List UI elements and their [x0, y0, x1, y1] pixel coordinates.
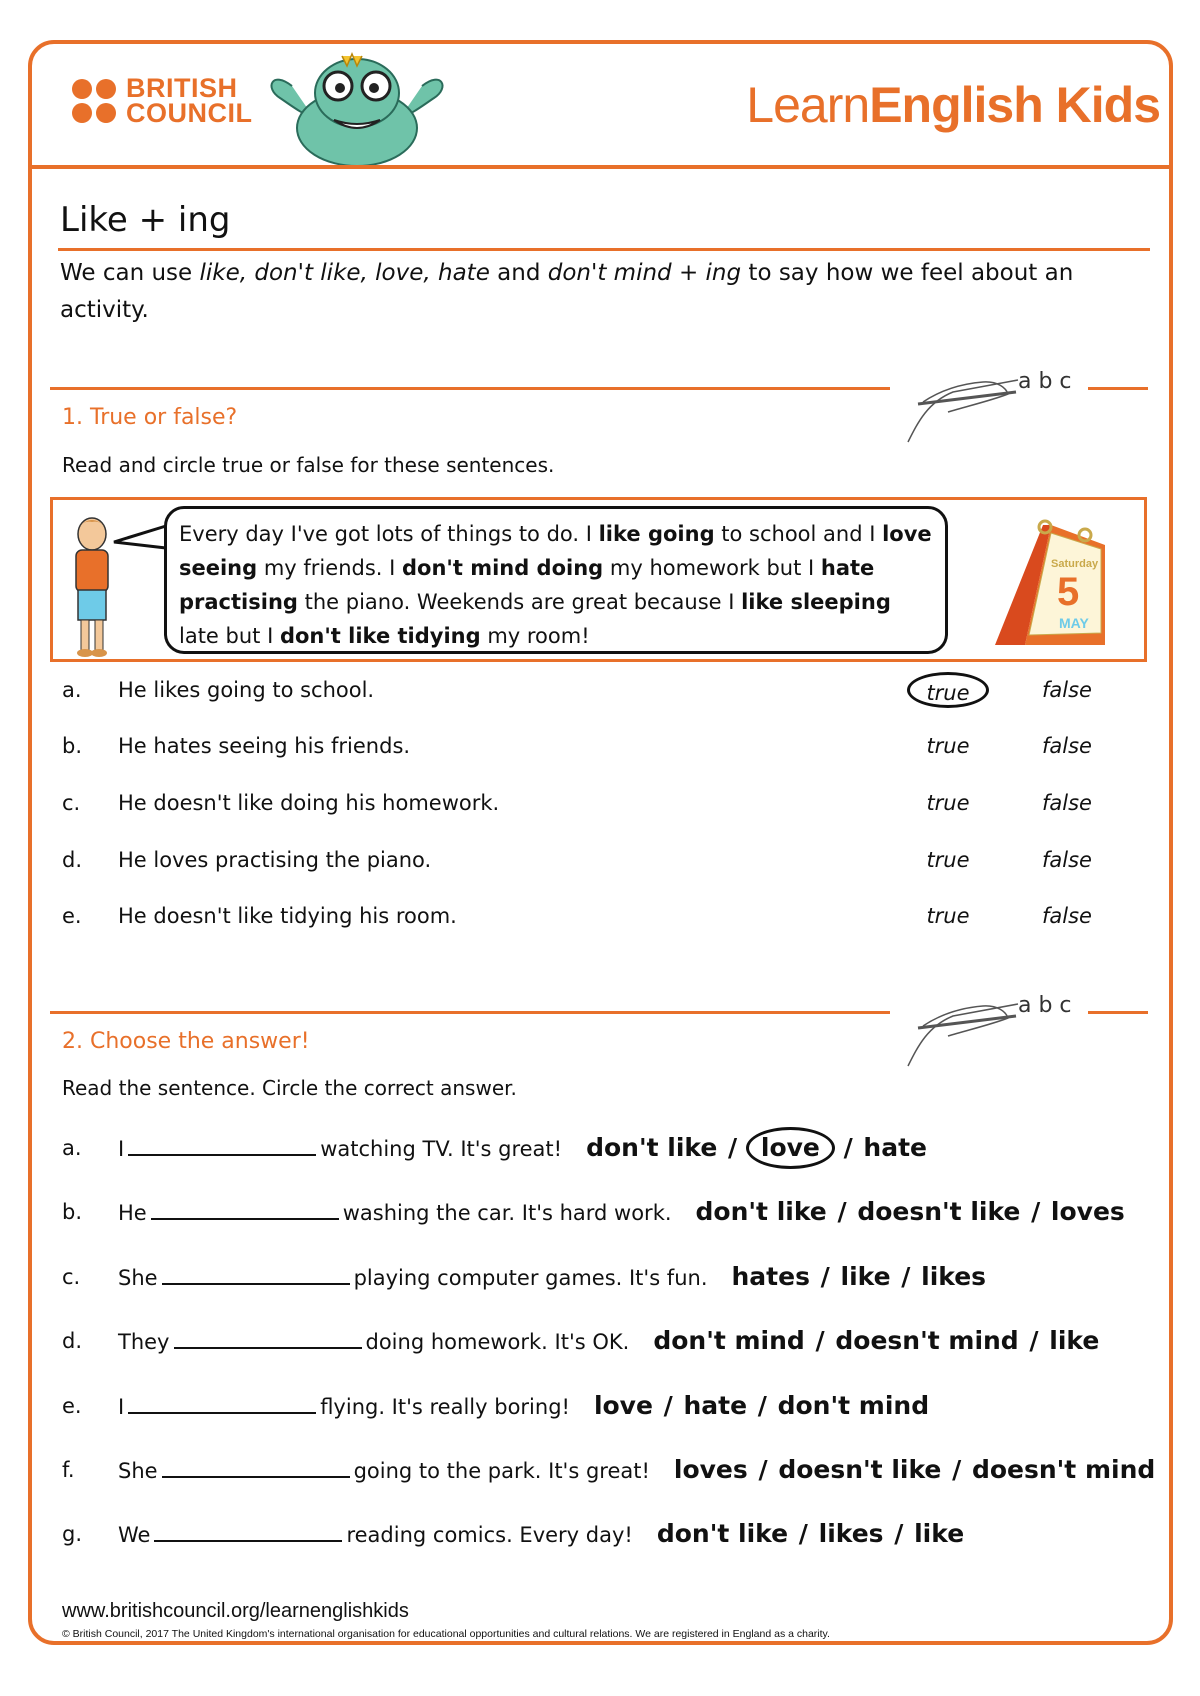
- svg-text:5: 5: [1057, 570, 1080, 614]
- true-false-row: [62, 896, 1142, 936]
- answer-option[interactable]: like: [1049, 1326, 1100, 1355]
- item-letter: a.: [62, 1136, 82, 1160]
- learnenglish-kids-logo[interactable]: [746, 76, 1160, 134]
- option-separator: /: [790, 1519, 817, 1548]
- answer-option[interactable]: likes: [921, 1262, 987, 1291]
- item-letter: a.: [62, 678, 82, 702]
- answer-option[interactable]: like: [914, 1519, 965, 1548]
- choose-answer-row: [62, 1190, 1152, 1234]
- option-true[interactable]: true: [926, 848, 970, 872]
- monster-mascot-icon: [262, 48, 452, 168]
- item-letter: e.: [62, 904, 82, 928]
- option-separator: /: [654, 1391, 682, 1420]
- answer-option[interactable]: don't like: [586, 1133, 718, 1162]
- answer-option[interactable]: doesn't mind: [835, 1326, 1019, 1355]
- story-highlight: like going: [598, 522, 715, 546]
- writing-hand-icon: [898, 986, 1088, 1076]
- option-false[interactable]: false: [1042, 791, 1092, 815]
- answer-option[interactable]: hates: [731, 1262, 810, 1291]
- section2-divider-right: [1088, 1011, 1148, 1014]
- option-separator: /: [892, 1262, 920, 1291]
- footer-url-link[interactable]: www.britishcouncil.org/learnenglishkids: [62, 1600, 409, 1622]
- item-sentence: flying. It's really boring!: [320, 1395, 570, 1419]
- choose-answer-row: [62, 1255, 1152, 1299]
- story-text: to school and I: [714, 522, 883, 546]
- logo-learn: Learn: [746, 77, 870, 133]
- section2-divider-left: [50, 1011, 890, 1014]
- option-separator: /: [719, 1133, 746, 1162]
- section1-title: 1. True or false?: [62, 405, 238, 430]
- answer-option[interactable]: don't mind: [653, 1326, 805, 1355]
- speech-bubble-tail: [112, 522, 172, 552]
- answer-option[interactable]: doesn't mind: [971, 1455, 1156, 1484]
- story-highlight: love seeing: [179, 522, 932, 580]
- answer-option[interactable]: don't mind: [777, 1391, 930, 1420]
- option-separator: /: [749, 1391, 776, 1420]
- option-true[interactable]: true: [926, 904, 970, 928]
- story-text: my friends. I: [257, 556, 402, 580]
- svg-text:MAY: MAY: [1059, 615, 1089, 631]
- section2-instruction: Read the sentence. Circle the correct answer.: [62, 1076, 517, 1100]
- british-council-logo[interactable]: [72, 73, 253, 128]
- answer-blank[interactable]: [128, 1128, 316, 1156]
- option-separator: /: [943, 1455, 970, 1484]
- choose-answer-row: [62, 1512, 1152, 1556]
- answer-blank[interactable]: [162, 1257, 350, 1285]
- choose-answer-row: [62, 1384, 1152, 1428]
- item-sentence: He hates seeing his friends.: [118, 734, 411, 758]
- choose-answer-row: [62, 1319, 1152, 1363]
- story-highlight: hate practising: [179, 556, 875, 614]
- intro-text: We can use like, don't like, love, hate and don't mind + ing to say how we feel about an activity.: [60, 260, 1074, 323]
- story-speech-bubble: [164, 506, 948, 654]
- item-sentence: washing the car. It's hard work.: [342, 1201, 672, 1225]
- story-highlight: don't mind doing: [402, 556, 604, 580]
- story-text: late but I: [179, 624, 280, 648]
- item-letter: d.: [62, 848, 83, 872]
- option-separator: /: [749, 1455, 777, 1484]
- true-false-row: [62, 783, 1142, 823]
- answer-option[interactable]: like: [840, 1262, 891, 1291]
- option-separator: /: [806, 1326, 834, 1355]
- answer-option[interactable]: don't like: [656, 1519, 789, 1548]
- option-separator: /: [1020, 1326, 1048, 1355]
- item-letter: d.: [62, 1329, 83, 1353]
- item-letter: b.: [62, 1200, 83, 1224]
- item-letter: e.: [62, 1394, 82, 1418]
- answer-options: [655, 1512, 966, 1556]
- answer-option[interactable]: hate: [863, 1133, 927, 1162]
- title-divider: [58, 248, 1150, 251]
- logo-line-2: COUNCIL: [126, 98, 253, 128]
- section1-divider-left: [50, 387, 890, 390]
- story-highlight: like sleeping: [741, 590, 891, 614]
- answer-blank[interactable]: [151, 1192, 339, 1220]
- item-sentence: going to the park. It's great!: [353, 1459, 650, 1483]
- item-sentence: He loves practising the piano.: [118, 848, 432, 872]
- answer-option[interactable]: don't like: [695, 1197, 827, 1226]
- item-sentence: playing computer games. It's fun.: [353, 1266, 708, 1290]
- writing-hand-icon: [898, 362, 1088, 452]
- answer-blank[interactable]: [154, 1514, 342, 1542]
- item-sentence: He doesn't like tidying his room.: [118, 904, 457, 928]
- answer-blank[interactable]: [128, 1386, 316, 1414]
- item-subject: I: [118, 1395, 125, 1419]
- choose-answer-row: [62, 1448, 1156, 1492]
- answer-option[interactable]: doesn't like: [778, 1455, 942, 1484]
- svg-text:a b c: a b c: [1018, 369, 1072, 394]
- svg-text:a b c: a b c: [1018, 993, 1072, 1018]
- answer-options: [672, 1448, 1157, 1492]
- story-text: my homework but I: [603, 556, 821, 580]
- item-sentence: reading comics. Every day!: [346, 1523, 633, 1547]
- true-false-row: [62, 726, 1142, 766]
- answer-blank[interactable]: [162, 1450, 350, 1478]
- option-true[interactable]: true: [907, 672, 989, 708]
- choose-answer-row: [62, 1126, 1152, 1170]
- item-subject: She: [118, 1459, 158, 1483]
- section1-divider-right: [1088, 387, 1148, 390]
- option-separator: /: [885, 1519, 913, 1548]
- svg-text:Saturday: Saturday: [1051, 558, 1099, 570]
- answer-option[interactable]: likes: [818, 1519, 884, 1548]
- option-false[interactable]: false: [1042, 734, 1092, 758]
- story-text: the piano. Weekends are great because I: [297, 590, 742, 614]
- answer-options: [592, 1384, 931, 1428]
- item-sentence: doing homework. It's OK.: [365, 1330, 630, 1354]
- option-false[interactable]: false: [1042, 848, 1092, 872]
- item-subject: They: [118, 1330, 170, 1354]
- answer-option[interactable]: loves: [673, 1455, 748, 1484]
- answer-option[interactable]: love: [746, 1127, 835, 1169]
- true-false-row: [62, 840, 1142, 880]
- section1-instruction: Read and circle true or false for these sentences.: [62, 453, 555, 477]
- logo-line-1: BRITISH: [126, 73, 238, 103]
- story-text: Every day I've got lots of things to do. I: [179, 522, 599, 546]
- section2-title: 2. Choose the answer!: [62, 1029, 310, 1054]
- item-letter: b.: [62, 734, 83, 758]
- british-council-dots-icon: [72, 79, 116, 123]
- footer-copyright: © British Council, 2017 The United Kingdom's international organisation for educational opportunities and cultural relations. We are registered in England as a charity.: [62, 1628, 830, 1640]
- item-subject: I: [118, 1137, 125, 1161]
- answer-option[interactable]: doesn't like: [857, 1197, 1021, 1226]
- item-sentence: He likes going to school.: [118, 678, 375, 702]
- option-separator: /: [1022, 1197, 1049, 1226]
- story-text: my room!: [480, 624, 590, 648]
- option-false[interactable]: false: [1042, 678, 1092, 702]
- item-letter: g.: [62, 1522, 83, 1546]
- item-subject: We: [118, 1523, 151, 1547]
- option-separator: /: [828, 1197, 856, 1226]
- answer-option[interactable]: loves: [1050, 1197, 1125, 1226]
- item-sentence: watching TV. It's great!: [320, 1137, 563, 1161]
- logo-english-kids: English Kids: [869, 77, 1160, 133]
- answer-option[interactable]: hate: [683, 1391, 748, 1420]
- item-letter: c.: [62, 1265, 81, 1289]
- answer-options: [730, 1255, 989, 1299]
- answer-blank[interactable]: [174, 1321, 362, 1349]
- option-true[interactable]: true: [926, 791, 970, 815]
- answer-option[interactable]: love: [593, 1391, 653, 1420]
- item-letter: f.: [62, 1458, 75, 1482]
- item-subject: He: [118, 1201, 147, 1225]
- calendar-icon: [985, 505, 1115, 655]
- story-highlight: don't like tidying: [279, 624, 481, 648]
- item-letter: c.: [62, 791, 81, 815]
- page-title: Like + ing: [60, 200, 231, 240]
- answer-options: [694, 1190, 1127, 1234]
- option-separator: /: [811, 1262, 839, 1291]
- item-subject: She: [118, 1266, 158, 1290]
- answer-options: [651, 1319, 1101, 1363]
- header-divider: [32, 165, 1169, 169]
- item-sentence: He doesn't like doing his homework.: [118, 791, 500, 815]
- option-true[interactable]: true: [926, 734, 970, 758]
- option-false[interactable]: false: [1042, 904, 1092, 928]
- option-separator: /: [834, 1133, 862, 1162]
- answer-options: [584, 1126, 929, 1170]
- true-false-row: [62, 670, 1142, 710]
